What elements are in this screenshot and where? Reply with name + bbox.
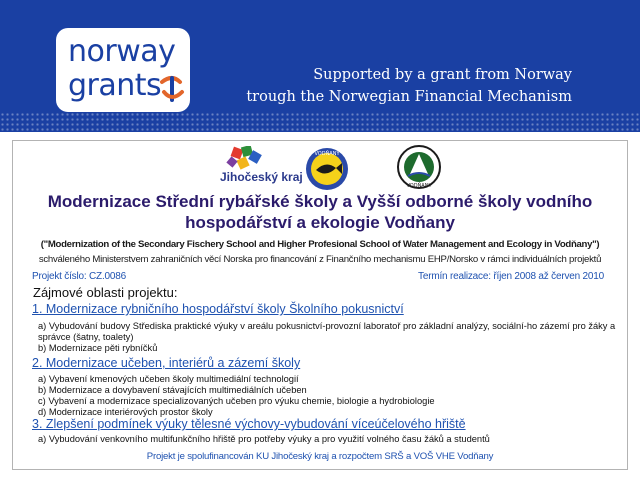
section-2-item-d: d) Modernizace interiérových prostor školy: [38, 407, 213, 417]
english-title: ("Modernization of the Secondary Fischery School and Higher Profesional School of Water Management and Ecology in Vodňany"): [40, 239, 600, 250]
section-1-item-b: b) Modernizace pěti rybníčků: [38, 343, 158, 353]
section-1-item-a: a) Vybudování budovy Střediska praktické výuky v areálu pokusnictví-provozní laboratoř pro základní analýzy, sociální-ho zázemí pro žáky a správce (šatny, toalety): [38, 321, 616, 342]
approval-note: schváleného Ministerstvem zahraničních věcí Norska pro financování z Finančního mechanismu EHP/Norsko v rámci individuálních projektů: [38, 254, 602, 265]
project-number: Projekt číslo: CZ.0086: [32, 271, 126, 282]
vodnany-school-logo-label: VODŇANY: [406, 183, 432, 189]
banner-dot-pattern: [0, 112, 640, 132]
section-1-title: 1. Modernizace rybničního hospodářství školy Školního pokusnictví: [32, 302, 404, 316]
logo-text-grants: grants: [68, 68, 162, 103]
project-term: Termín realizace: říjen 2008 až červen 2010: [418, 271, 604, 282]
fishery-school-logo: [304, 146, 350, 192]
areas-heading: Zájmové oblasti projektu:: [33, 285, 178, 300]
section-2-item-a: a) Vybavení kmenových učeben školy multimediální technologií: [38, 374, 299, 384]
section-3-title: 3. Zlepšení podmínek výuky tělesné výchovy-vybudování víceúčelového hřiště: [32, 417, 466, 431]
logo-text-norway: norway: [68, 34, 176, 69]
fishery-school-logo-label: VODŇANY: [314, 151, 340, 157]
supported-line-1: Supported by a grant from Norway: [313, 67, 572, 83]
section-2-item-c: c) Vybavení a modernizace specializovaných učeben pro výuku chemie, biologie a hydrobiologie: [38, 396, 435, 406]
section-2-title: 2. Modernizace učeben, interiérů a zázemí školy: [32, 356, 301, 370]
supported-by-text: [246, 64, 572, 108]
title-line-2: hospodářství a ekologie Vodňany: [185, 213, 455, 232]
section-2-item-b: b) Modernizace a dovybavení stávajících multimediálních učeben: [38, 385, 307, 395]
funding-footer: Projekt je spolufinancován KU Jihočeský kraj a rozpočtem SRŠ a VOŠ VHE Vodňany: [146, 451, 494, 462]
section-3-item-a: a) Vybudování venkovního multifunkčního hřiště pro potřeby výuky a pro využití volného času žáků a studentů: [38, 434, 490, 444]
norway-grants-mark-icon: [158, 72, 186, 104]
vodnany-school-logo: [396, 144, 442, 190]
title-line-1: Modernizace Střední rybářské školy a Vyšší odborné školy vodního: [47, 192, 593, 211]
norway-grants-logo: [56, 28, 190, 112]
header-banner: [0, 0, 640, 132]
project-title: [24, 191, 616, 233]
supported-line-2: trough the Norwegian Financial Mechanism: [246, 89, 572, 105]
jihocesky-kraj-label: Jihočeský kraj: [220, 170, 303, 184]
